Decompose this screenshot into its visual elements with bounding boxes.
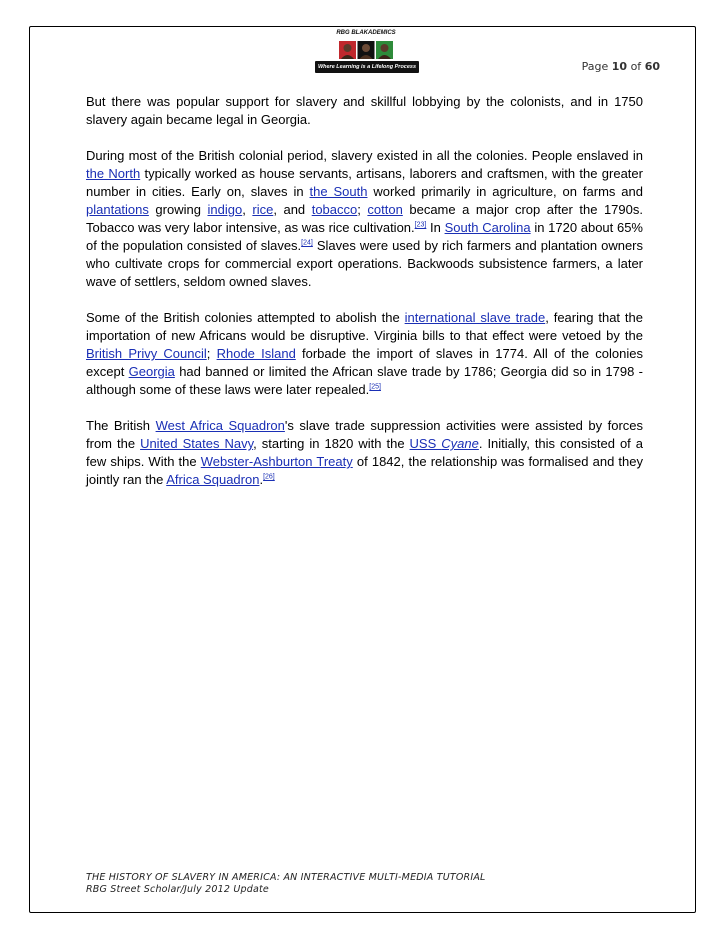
text-run: , fearing that the importation of new Africans would be disruptive. Virginia bills to that effect were vetoed by the xyxy=(86,310,644,343)
current-page: 10 xyxy=(611,60,628,73)
link-rhode-island[interactable]: Rhode Island xyxy=(216,346,296,361)
text-run: , and xyxy=(273,202,312,217)
link-rice[interactable]: rice xyxy=(252,202,274,217)
link-west-africa-squadron[interactable]: West Africa Squadron xyxy=(155,418,285,433)
text-run: growing xyxy=(148,202,208,217)
text-run: typically worked as house servants, artisans, laborers and craftsmen, with the greater number in cities. Early on, slaves in xyxy=(86,166,643,199)
footnote-link-24[interactable]: [24] xyxy=(301,239,313,247)
logo-tagline: Where Learning is a Lifelong Process xyxy=(317,64,417,70)
link-tobacco[interactable]: tobacco xyxy=(311,202,358,217)
link-the-north[interactable]: the North xyxy=(86,166,141,181)
rbg-logo xyxy=(307,30,425,74)
footer-title: THE HISTORY OF SLAVERY IN AMERICA: AN INTERACTIVE MULTI-MEDIA TUTORIAL xyxy=(86,872,486,883)
link-uss-prefix: USS xyxy=(409,436,442,451)
paragraph-colonial-period xyxy=(86,147,643,291)
text-run: The British xyxy=(86,418,156,433)
text-run: In xyxy=(426,220,445,235)
paragraph-georgia-1750: But there was popular support for slavery and skillful lobbying by the colonists, and in 1750 slavery again became legal in Georgia. xyxy=(86,94,643,127)
document-body xyxy=(86,93,643,507)
text-run: , starting in 1820 with the xyxy=(253,436,410,451)
paragraph-west-africa-squadron xyxy=(86,417,643,489)
logo-title: RBG BLAKADEMICS xyxy=(336,30,396,36)
link-south-carolina[interactable]: South Carolina xyxy=(444,220,531,235)
link-webster-ashburton-treaty[interactable]: Webster-Ashburton Treaty xyxy=(200,454,353,469)
text-run: of 1842, the relationship was formalised and they jointly ran the xyxy=(86,454,644,487)
paragraph-slave-trade-abolition xyxy=(86,309,643,399)
link-cyane-name: Cyane xyxy=(441,436,479,451)
link-indigo[interactable]: indigo xyxy=(207,202,243,217)
text-run: . xyxy=(259,472,264,487)
page-footer xyxy=(86,872,486,896)
link-uss-cyane[interactable] xyxy=(410,436,479,451)
link-plantations[interactable]: plantations xyxy=(86,202,149,217)
footnote-link-23[interactable]: [23] xyxy=(414,221,427,229)
text-run: During most of the British colonial period, slavery existed in all the colonies. People enslaved in xyxy=(86,148,643,163)
link-united-states-navy[interactable]: United States Navy xyxy=(140,436,254,451)
logo-tagline-box xyxy=(315,61,419,73)
footnote-ref-23[interactable] xyxy=(415,222,427,229)
text-run: worked primarily in agriculture, on farms and xyxy=(367,184,643,199)
text-run: became a major crop after the 1790s. Tobacco was very labor intensive, as was rice cultivation. xyxy=(86,202,643,235)
page-of: of xyxy=(627,60,645,73)
page-number xyxy=(582,60,660,73)
link-the-south[interactable]: the South xyxy=(309,184,368,199)
footer-subtitle: RBG Street Scholar/July 2012 Update xyxy=(86,884,269,895)
link-cotton[interactable]: cotton xyxy=(367,202,403,217)
text-run: ; xyxy=(206,346,217,361)
text-run: forbade the import of slaves in 1774. All of the colonies except xyxy=(86,346,643,379)
text-run: ; xyxy=(357,202,368,217)
link-africa-squadron[interactable]: Africa Squadron xyxy=(166,472,260,487)
text-run: , xyxy=(242,202,253,217)
link-georgia[interactable]: Georgia xyxy=(128,364,175,379)
link-international-slave-trade[interactable]: international slave trade xyxy=(404,310,546,325)
footnote-link-25[interactable]: [25] xyxy=(369,383,381,391)
text-run: 's slave trade suppression activities were assisted by forces from the xyxy=(86,418,643,451)
footnote-ref-24[interactable] xyxy=(301,240,313,247)
text-run: Some of the British colonies attempted to abolish the xyxy=(86,310,405,325)
text-run: in 1720 about 65% of the population consisted of slaves. xyxy=(86,220,643,253)
total-pages: 60 xyxy=(644,60,660,73)
text-run: had banned or limited the African slave trade by 1786; Georgia did so in 1798 - although some of these laws were later repealed. xyxy=(86,364,643,397)
footnote-link-26[interactable]: [26] xyxy=(263,473,275,481)
text-run: Slaves were used by rich farmers and plantation owners who cultivate crops for commercial export operations. Backwoods subsistence farmers, a later wave of settlers, seldom owned slaves. xyxy=(86,238,644,289)
logo-portraits-icon xyxy=(339,38,393,62)
page-label: Page xyxy=(581,60,612,73)
footnote-ref-26[interactable] xyxy=(263,474,275,481)
text-run: . Initially, this consisted of a few ships. With the xyxy=(86,436,644,469)
link-british-privy-council[interactable]: British Privy Council xyxy=(86,346,207,361)
footnote-ref-25[interactable] xyxy=(369,384,381,391)
